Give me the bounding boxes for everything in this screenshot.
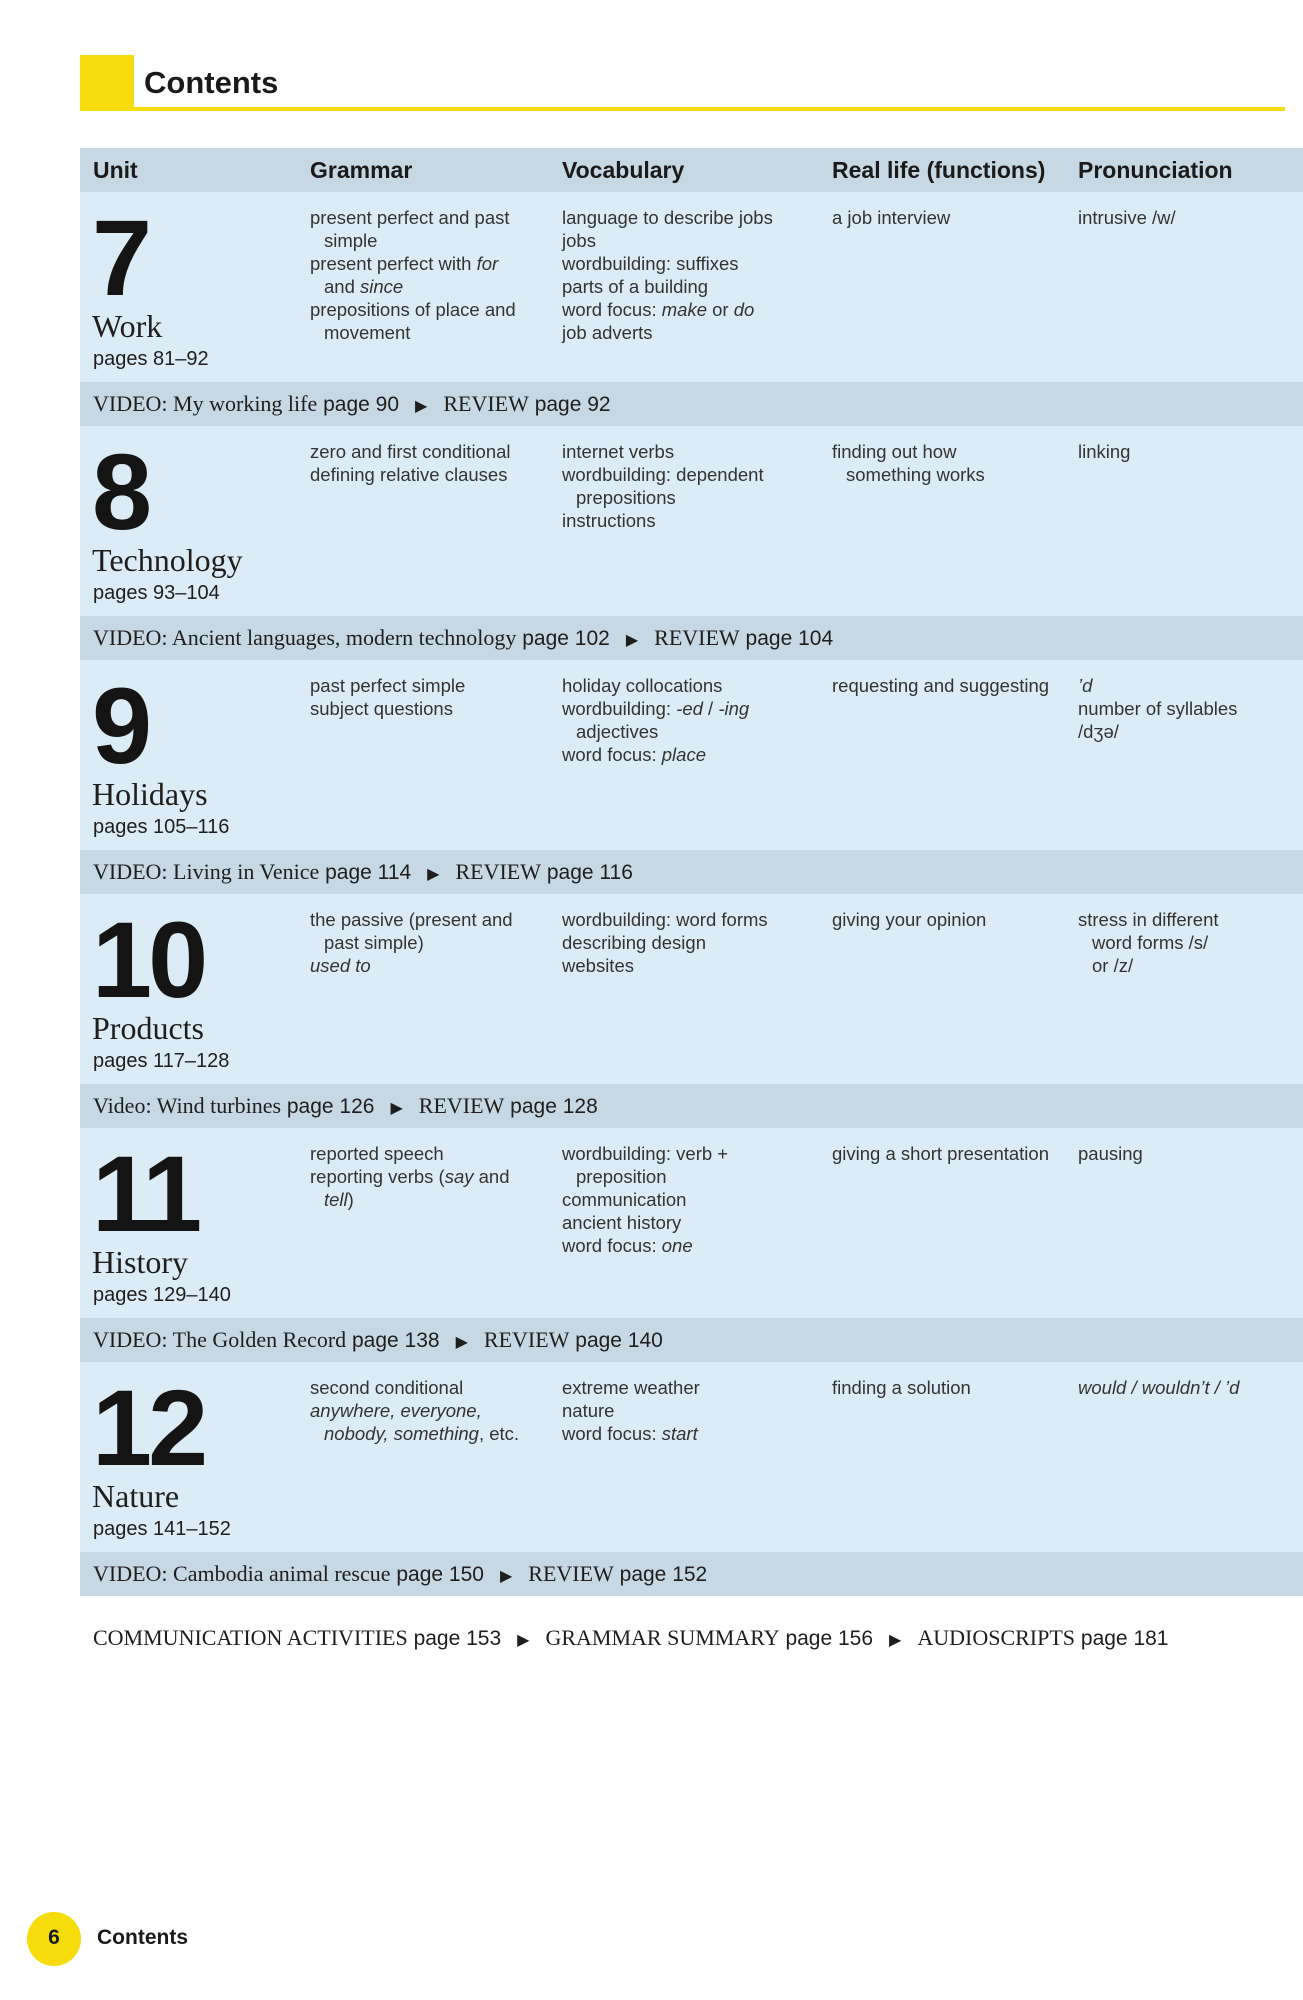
video-review-line bbox=[93, 859, 633, 885]
header-rule bbox=[80, 107, 1285, 111]
cell-text: websites bbox=[562, 955, 634, 976]
header-color-block bbox=[80, 55, 134, 109]
pronunciation-cell bbox=[1078, 674, 1278, 743]
cell-text: nature bbox=[562, 1400, 615, 1421]
cell-text: / bbox=[702, 698, 719, 719]
column-header-grammar: Grammar bbox=[310, 157, 413, 183]
vocabulary-cell bbox=[562, 908, 817, 977]
review-label: REVIEW bbox=[654, 625, 740, 650]
cell-line bbox=[310, 463, 550, 486]
cell-text-italic: do bbox=[733, 299, 755, 320]
pronunciation-cell bbox=[1078, 1142, 1278, 1165]
video-page: page 102 bbox=[522, 627, 610, 650]
pronunciation-cell bbox=[1078, 206, 1278, 229]
real-life-cell bbox=[832, 1142, 1072, 1165]
column-header-pronunciation: Pronunciation bbox=[1078, 157, 1233, 183]
triangle-arrow-icon: ▶ bbox=[390, 1100, 403, 1117]
cell-text: simple bbox=[324, 230, 378, 251]
pronunciation-cell bbox=[1078, 908, 1278, 977]
grammar-cell bbox=[310, 206, 550, 344]
unit-pages: pages 141–152 bbox=[93, 1518, 231, 1540]
table-header-row bbox=[80, 148, 1303, 192]
appendix-label: COMMUNICATION ACTIVITIES bbox=[93, 1625, 408, 1650]
triangle-arrow-icon: ▶ bbox=[889, 1632, 902, 1649]
unit-row-11 bbox=[80, 1128, 1303, 1318]
cell-text: past simple) bbox=[324, 932, 424, 953]
unit-title: Nature bbox=[92, 1478, 180, 1514]
unit-pages: pages 93–104 bbox=[93, 582, 220, 604]
cell-text: giving your opinion bbox=[832, 909, 987, 930]
review-label: REVIEW bbox=[418, 1093, 505, 1118]
cell-line bbox=[1078, 697, 1278, 720]
unit-number: 11 bbox=[92, 1133, 199, 1254]
cell-line bbox=[832, 206, 1072, 229]
cell-line bbox=[562, 1376, 817, 1399]
cell-line bbox=[562, 1234, 817, 1257]
video-review-row bbox=[80, 1552, 1303, 1596]
cell-text: , etc. bbox=[478, 1423, 520, 1444]
unit-title: Holidays bbox=[92, 776, 208, 812]
cell-text: stress in different bbox=[1078, 909, 1219, 930]
video-review-row bbox=[80, 1318, 1303, 1362]
cell-line bbox=[562, 229, 817, 252]
cell-text: parts of a building bbox=[562, 276, 709, 297]
cell-text: communication bbox=[562, 1189, 687, 1210]
cell-text: language to describe jobs bbox=[562, 207, 773, 228]
unit-title: Products bbox=[92, 1010, 204, 1046]
unit-pages: pages 117–128 bbox=[93, 1050, 230, 1072]
video-review-row bbox=[80, 850, 1303, 894]
cell-text: subject questions bbox=[310, 698, 453, 719]
appendix-links bbox=[93, 1625, 1168, 1651]
vocabulary-cell bbox=[562, 206, 817, 344]
cell-text: finding a solution bbox=[832, 1377, 971, 1398]
video-review-line bbox=[93, 391, 611, 417]
cell-line bbox=[1078, 440, 1278, 463]
cell-line bbox=[562, 931, 817, 954]
review-page: page 116 bbox=[546, 861, 633, 884]
triangle-arrow-icon: ▶ bbox=[517, 1632, 530, 1649]
triangle-arrow-icon: ▶ bbox=[499, 1568, 513, 1585]
cell-text: number of syllables bbox=[1078, 698, 1238, 719]
cell-text: reporting verbs ( bbox=[310, 1166, 445, 1187]
cell-text: word focus: bbox=[562, 1423, 662, 1444]
unit-number: 7 bbox=[92, 197, 149, 318]
cell-text: word focus: bbox=[562, 744, 662, 765]
cell-line bbox=[562, 1422, 817, 1445]
cell-text-italic: place bbox=[661, 744, 706, 765]
video-review-line bbox=[93, 625, 833, 651]
cell-line bbox=[562, 908, 817, 931]
cell-line bbox=[562, 509, 817, 532]
real-life-cell bbox=[832, 908, 1072, 931]
cell-text: ) bbox=[347, 1189, 354, 1210]
column-header-vocabulary: Vocabulary bbox=[562, 157, 685, 183]
footer-label: Contents bbox=[97, 1926, 188, 1949]
vocabulary-cell bbox=[562, 440, 817, 532]
cell-line bbox=[1078, 931, 1278, 954]
cell-text-italic: start bbox=[661, 1423, 698, 1444]
video-title: Video: Wind turbines bbox=[93, 1093, 282, 1118]
cell-line bbox=[562, 1142, 817, 1165]
cell-line bbox=[310, 674, 550, 697]
cell-text: holiday collocations bbox=[562, 675, 723, 696]
cell-line bbox=[1078, 954, 1278, 977]
cell-text: movement bbox=[324, 322, 411, 343]
cell-line bbox=[310, 954, 550, 977]
cell-text: preposition bbox=[576, 1166, 667, 1187]
cell-text: word forms /s/ bbox=[1092, 932, 1209, 953]
video-page: page 150 bbox=[396, 1563, 484, 1586]
unit-number: 9 bbox=[92, 665, 149, 786]
cell-text: linking bbox=[1078, 441, 1131, 462]
cell-text: reported speech bbox=[310, 1143, 444, 1164]
cell-line bbox=[1078, 674, 1278, 697]
cell-text: wordbuilding: dependent bbox=[562, 464, 764, 485]
unit-pages: pages 81–92 bbox=[93, 348, 209, 370]
cell-text-italic: one bbox=[661, 1235, 693, 1256]
cell-text: present perfect and past bbox=[310, 207, 510, 228]
review-page: page 152 bbox=[619, 1563, 708, 1586]
triangle-arrow-icon: ▶ bbox=[415, 398, 428, 415]
cell-text: pausing bbox=[1078, 1143, 1143, 1164]
unit-title: Work bbox=[92, 308, 163, 344]
video-title: VIDEO: Living in Venice bbox=[93, 859, 320, 884]
cell-text-italic: since bbox=[360, 276, 404, 297]
cell-text: second conditional bbox=[310, 1377, 464, 1398]
grammar-cell bbox=[310, 908, 550, 977]
review-page: page 104 bbox=[745, 627, 834, 650]
cell-line bbox=[832, 440, 1072, 463]
appendix-label: AUDIOSCRIPTS bbox=[917, 1625, 1076, 1650]
cell-line bbox=[562, 1188, 817, 1211]
cell-line bbox=[562, 206, 817, 229]
cell-line bbox=[310, 931, 550, 954]
triangle-arrow-icon: ▶ bbox=[625, 632, 639, 649]
cell-line bbox=[562, 1165, 817, 1188]
video-review-line bbox=[93, 1327, 663, 1353]
cell-line bbox=[562, 697, 817, 720]
cell-text: jobs bbox=[562, 230, 596, 251]
video-review-line bbox=[93, 1093, 598, 1119]
video-review-row bbox=[80, 382, 1303, 426]
review-label: REVIEW bbox=[528, 1561, 614, 1586]
appendix-page: page 156 bbox=[785, 1627, 874, 1650]
cell-text: wordbuilding: bbox=[562, 698, 677, 719]
cell-line bbox=[310, 1165, 550, 1188]
cell-line bbox=[310, 1422, 550, 1445]
cell-line bbox=[1078, 908, 1278, 931]
pronunciation-cell bbox=[1078, 440, 1278, 463]
page-title: Contents bbox=[144, 65, 279, 100]
cell-line bbox=[1078, 206, 1278, 229]
cell-text-italic: nobody, something bbox=[324, 1423, 479, 1444]
review-label: REVIEW bbox=[483, 1327, 570, 1352]
video-review-line bbox=[93, 1561, 707, 1587]
cell-line bbox=[1078, 720, 1278, 743]
video-page: page 126 bbox=[286, 1095, 375, 1118]
cell-line bbox=[832, 674, 1072, 697]
vocabulary-cell bbox=[562, 674, 817, 766]
cell-text-italic: used to bbox=[310, 955, 371, 976]
cell-line bbox=[310, 206, 550, 229]
cell-text: prepositions of place and bbox=[310, 299, 516, 320]
cell-line bbox=[832, 463, 1072, 486]
video-review-row bbox=[80, 616, 1303, 660]
appendix-page: page 153 bbox=[413, 1627, 502, 1650]
cell-text: and bbox=[473, 1166, 510, 1187]
triangle-arrow-icon: ▶ bbox=[427, 866, 440, 883]
cell-line bbox=[562, 743, 817, 766]
video-title: VIDEO: My working life bbox=[93, 391, 318, 416]
cell-line bbox=[832, 1142, 1072, 1165]
cell-line bbox=[310, 298, 550, 321]
cell-line bbox=[562, 252, 817, 275]
grammar-cell bbox=[310, 440, 550, 486]
cell-line bbox=[1078, 1142, 1278, 1165]
cell-line bbox=[562, 321, 817, 344]
cell-line bbox=[310, 321, 550, 344]
cell-text: prepositions bbox=[576, 487, 676, 508]
cell-line bbox=[562, 463, 817, 486]
cell-text: wordbuilding: word forms bbox=[562, 909, 768, 930]
cell-line bbox=[310, 908, 550, 931]
cell-text-italic: would / wouldn’t / ’d bbox=[1078, 1377, 1240, 1398]
cell-text-italic: make bbox=[661, 299, 707, 320]
unit-row-7 bbox=[80, 192, 1303, 382]
cell-text: instructions bbox=[562, 510, 656, 531]
unit-row-9 bbox=[80, 660, 1303, 850]
video-review-row bbox=[80, 1084, 1303, 1128]
cell-text: defining relative clauses bbox=[310, 464, 508, 485]
cell-line bbox=[310, 229, 550, 252]
grammar-cell bbox=[310, 674, 550, 720]
cell-text: internet verbs bbox=[562, 441, 675, 462]
cell-line bbox=[1078, 1376, 1278, 1399]
grammar-cell bbox=[310, 1376, 550, 1445]
unit-number: 12 bbox=[92, 1367, 205, 1488]
unit-row-12 bbox=[80, 1362, 1303, 1552]
cell-text: something works bbox=[846, 464, 985, 485]
real-life-cell bbox=[832, 674, 1072, 697]
cell-text: extreme weather bbox=[562, 1377, 700, 1398]
cell-text: wordbuilding: verb + bbox=[562, 1143, 729, 1164]
cell-text: finding out how bbox=[832, 441, 957, 462]
cell-text: /dʒə/ bbox=[1078, 721, 1119, 742]
cell-text: adjectives bbox=[576, 721, 659, 742]
review-label: REVIEW bbox=[455, 859, 541, 884]
cell-text-italic: for bbox=[476, 253, 499, 274]
cell-text: wordbuilding: suffixes bbox=[562, 253, 739, 274]
unit-title: History bbox=[92, 1244, 188, 1280]
cell-text: present perfect with bbox=[310, 253, 477, 274]
units-list bbox=[80, 192, 1303, 1596]
cell-line bbox=[832, 908, 1072, 931]
video-title: VIDEO: Cambodia animal rescue bbox=[93, 1561, 391, 1586]
review-page: page 140 bbox=[575, 1329, 663, 1352]
column-header-unit: Unit bbox=[93, 157, 138, 183]
cell-text: or /z/ bbox=[1092, 955, 1134, 976]
unit-title: Technology bbox=[92, 542, 243, 578]
vocabulary-cell bbox=[562, 1142, 817, 1257]
cell-text: describing design bbox=[562, 932, 706, 953]
cell-line bbox=[310, 275, 550, 298]
video-page: page 114 bbox=[325, 861, 412, 884]
cell-line bbox=[562, 674, 817, 697]
review-label: REVIEW bbox=[443, 391, 529, 416]
cell-line bbox=[310, 1142, 550, 1165]
video-title: VIDEO: Ancient languages, modern technology bbox=[93, 625, 517, 650]
cell-line bbox=[310, 252, 550, 275]
pronunciation-cell bbox=[1078, 1376, 1278, 1399]
cell-text: job adverts bbox=[562, 322, 653, 343]
cell-line bbox=[310, 1376, 550, 1399]
cell-text-italic: ’d bbox=[1078, 675, 1093, 696]
cell-line bbox=[310, 440, 550, 463]
cell-text: requesting and suggesting bbox=[832, 675, 1050, 696]
unit-pages: pages 105–116 bbox=[93, 816, 230, 838]
cell-line bbox=[310, 1399, 550, 1422]
cell-text: giving a short presentation bbox=[832, 1143, 1049, 1164]
real-life-cell bbox=[832, 440, 1072, 486]
cell-text-italic: tell bbox=[324, 1189, 348, 1210]
cell-text: the passive (present and bbox=[310, 909, 513, 930]
cell-text: or bbox=[707, 299, 734, 320]
cell-line bbox=[562, 298, 817, 321]
cell-text: past perfect simple bbox=[310, 675, 466, 696]
cell-text: intrusive /w/ bbox=[1078, 207, 1176, 228]
unit-number: 10 bbox=[92, 899, 205, 1020]
cell-line bbox=[562, 1211, 817, 1234]
cell-text: and bbox=[324, 276, 361, 297]
cell-line bbox=[562, 486, 817, 509]
unit-pages: pages 129–140 bbox=[93, 1284, 231, 1306]
column-header-real-life: Real life (functions) bbox=[832, 157, 1046, 183]
unit-row-8 bbox=[80, 426, 1303, 616]
cell-text-italic: -ed bbox=[676, 698, 703, 719]
grammar-cell bbox=[310, 1142, 550, 1211]
cell-line bbox=[562, 1399, 817, 1422]
unit-number: 8 bbox=[92, 431, 149, 552]
unit-row-10 bbox=[80, 894, 1303, 1084]
cell-text: ancient history bbox=[562, 1212, 682, 1233]
cell-line bbox=[562, 440, 817, 463]
contents-table bbox=[80, 148, 1303, 1596]
page-number-badge bbox=[27, 1912, 81, 1966]
real-life-cell bbox=[832, 206, 1072, 229]
cell-line bbox=[832, 1376, 1072, 1399]
cell-text: a job interview bbox=[832, 207, 951, 228]
cell-line bbox=[562, 275, 817, 298]
appendix-page: page 181 bbox=[1080, 1627, 1169, 1650]
cell-text-italic: anywhere, everyone, bbox=[310, 1400, 482, 1421]
page-number: 6 bbox=[48, 1926, 60, 1949]
cell-text-italic: -ing bbox=[718, 698, 750, 719]
video-title: VIDEO: The Golden Record bbox=[93, 1327, 347, 1352]
cell-text: word focus: bbox=[562, 299, 662, 320]
vocabulary-cell bbox=[562, 1376, 817, 1445]
cell-line bbox=[310, 1188, 550, 1211]
page-header bbox=[80, 55, 1285, 111]
appendix-label: GRAMMAR SUMMARY bbox=[545, 1625, 780, 1650]
cell-text-italic: say bbox=[444, 1166, 474, 1187]
cell-text: zero and first conditional bbox=[310, 441, 511, 462]
real-life-cell bbox=[832, 1376, 1072, 1399]
review-page: page 92 bbox=[534, 393, 611, 416]
video-page: page 90 bbox=[323, 393, 400, 416]
video-page: page 138 bbox=[351, 1329, 440, 1352]
review-page: page 128 bbox=[510, 1095, 598, 1118]
cell-line bbox=[310, 697, 550, 720]
cell-line bbox=[562, 954, 817, 977]
triangle-arrow-icon: ▶ bbox=[455, 1334, 468, 1351]
cell-text: word focus: bbox=[562, 1235, 662, 1256]
cell-line bbox=[562, 720, 817, 743]
